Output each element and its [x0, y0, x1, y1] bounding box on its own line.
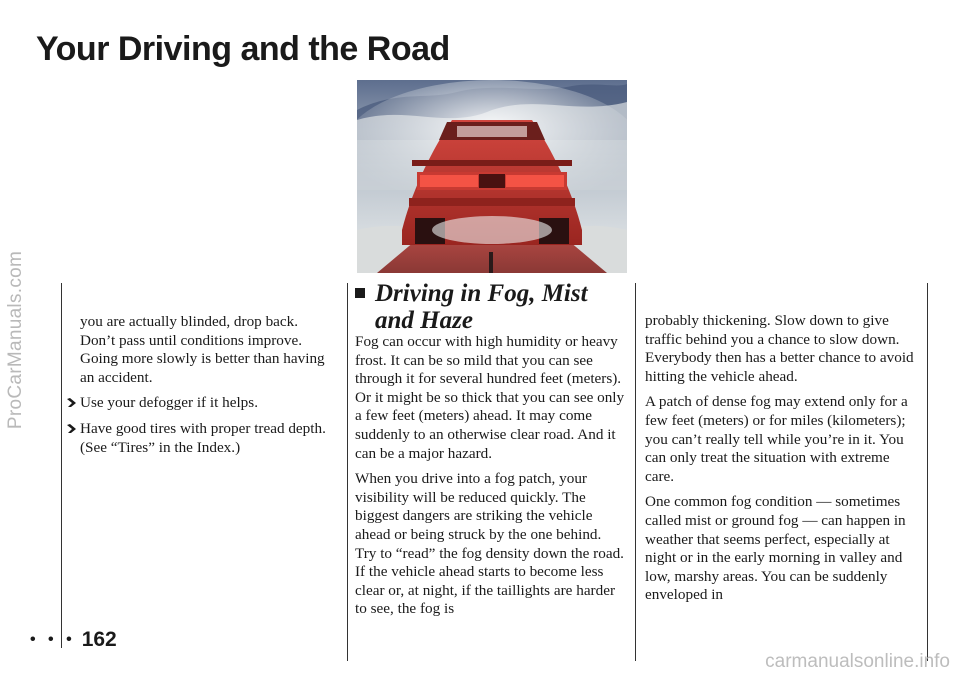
page-number: 162: [81, 628, 117, 651]
right-column-paragraph: probably thickening. Slow down to give traffic behind you a chance to slow down. Everybody then has a better chance to avoid hitting the vehicle ahead.: [645, 312, 914, 385]
column-rule-mid-right: [635, 283, 636, 661]
section-heading: [355, 280, 625, 334]
side-watermark: [2, 40, 30, 640]
footer-dots: • • •: [30, 631, 76, 648]
bullet-text: Use your defogger if it helps.: [80, 394, 258, 412]
left-column-paragraph: you are actually blinded, drop back. Don’t pass until conditions improve. Going more slowly is better than having an accident.: [80, 313, 325, 386]
middle-column: [355, 333, 625, 626]
section-heading-line1: Driving in Fog, Mist: [375, 280, 588, 307]
list-item: [80, 394, 328, 413]
section-heading-line2: and Haze: [375, 307, 473, 334]
page-title: Your Driving and the Road: [36, 30, 450, 68]
right-column-paragraph: A patch of dense fog may extend only for a few feet (meters) or for miles (kilometers); you can’t really tell while you’re in it. You can only treat the situation with extreme care.: [645, 393, 908, 485]
check-bullet-icon: [67, 397, 76, 408]
column-rule-left: [61, 283, 62, 648]
section-square-icon: [355, 288, 365, 298]
column-rule-mid-left: [347, 283, 348, 661]
right-column: [645, 312, 917, 612]
car-in-fog-photo: [357, 80, 627, 273]
bullet-text: Have good tires with proper tread depth. (See “Tires” in the Index.): [80, 419, 326, 456]
section-paragraph: Fog can occur with high humidity or heavy frost. It can be so mild that you can see through it for several hundred feet (meters). Or it might be so thick that you can see only a few feet (meters) ahead. It may come suddenly to an otherwise clear road. And it can be a major hazard.: [355, 333, 625, 462]
list-item: [80, 420, 328, 457]
section-paragraph: When you drive into a fog patch, your visibility will be reduced quickly. The biggest dangers are striking the vehicle ahead or being struck by the one behind. Try to “read” the fog density down the road. If the vehicle ahead starts to become less clear or, at night, if the taillights are harder to see, the fog is: [355, 470, 624, 618]
side-watermark-text: ProCarManuals.com: [5, 250, 26, 430]
check-bullet-icon: [67, 423, 76, 434]
column-rule-right: [927, 283, 928, 661]
bottom-watermark: carmanualsonline.info: [765, 651, 950, 672]
left-column: [80, 313, 328, 464]
right-column-paragraph: One common fog condition — sometimes called mist or ground fog — can happen in weather that seems perfect, especially at night or in the early morning in valley and low, marshy areas. You can be suddenly enveloped in: [645, 493, 906, 604]
page-footer: [30, 628, 117, 652]
